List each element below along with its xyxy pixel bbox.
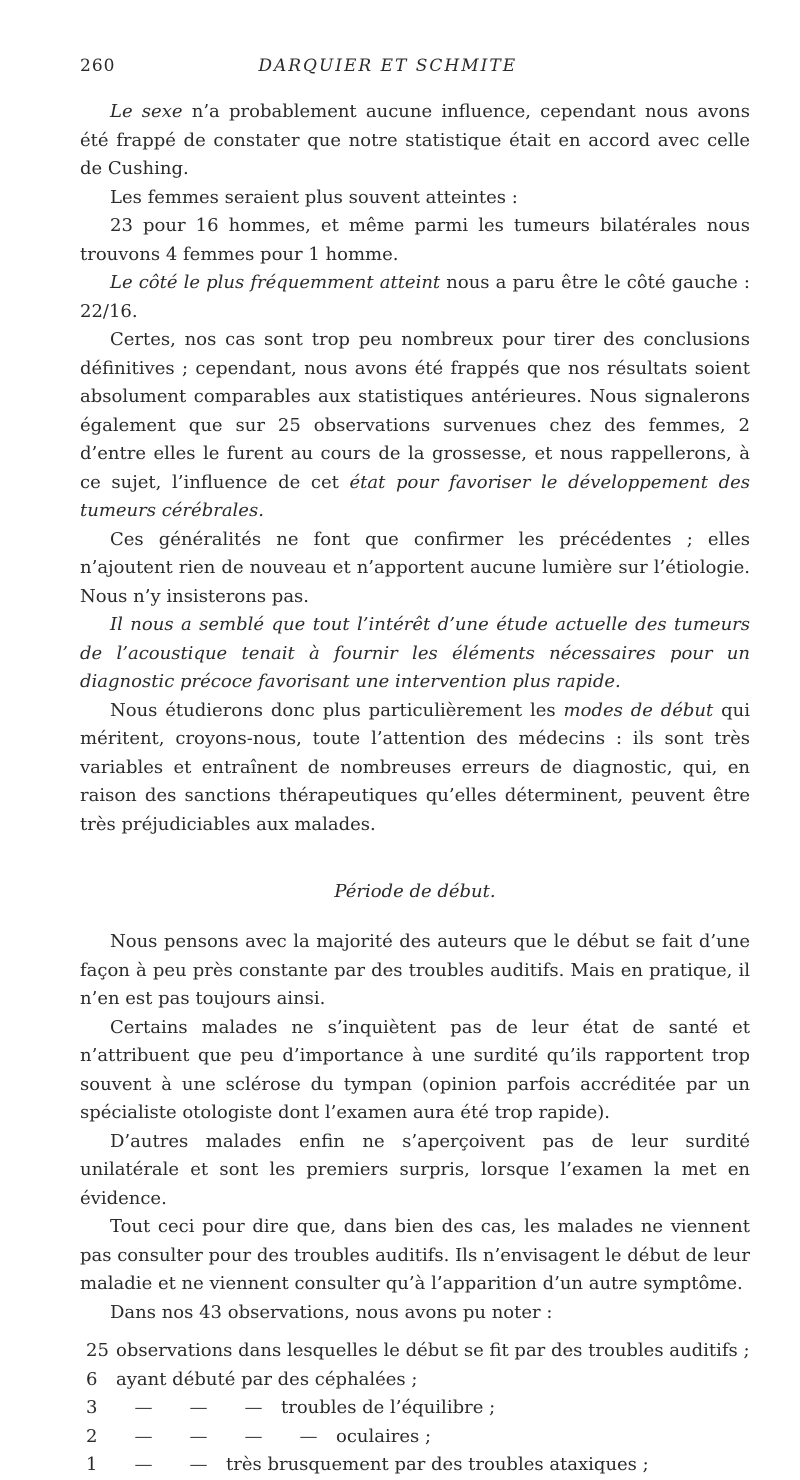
list-item: 3 — — — troubles de l’équilibre ; [86, 1397, 496, 1418]
paragraph-certes: Certes, nos cas sont trop peu nombreux pour tirer des conclusions définitives ; cependant, nous avons été frappés que nos résultats soient absolument comparables aux statistiques antérieures. Nous signalerons également que sur 25 observations survenues chez des femmes, 2 d’entre elles le furent au cours de la grossesse, et nous rappellerons, à ce sujet, l’influence de cet état pour favoriser le développement des tumeurs cérébrales. [80, 329, 750, 521]
paragraph-modes: Nous étudierons donc plus particulièrement les modes de début qui méritent, croyons-nous, toute l’attention des médecins : ils sont très variables et entraînent de nombreuses erreurs de diagnostic, qui, en raison des sanctions thérapeutiques qu’elles déterminent, peuvent être très préjudiciables aux malades. [80, 699, 750, 835]
list-item: 1 — — très brusquement par des troubles ataxiques ; [86, 1454, 649, 1475]
paragraph-women: Les femmes seraient plus souvent atteintes : [110, 186, 518, 208]
section-title: Période de début. [334, 881, 496, 902]
paragraph-autres: D’autres malades enfin ne s’aperçoivent pas de leur surdité unilatérale et sont les premiers surpris, lorsque l’examen la met en évidence. [80, 1130, 750, 1209]
list-item: 6 ayant débuté par des céphalées ; [86, 1368, 418, 1390]
page-header [80, 56, 750, 76]
paragraph-side: Le côté le plus fréquemment atteint nous a paru être le côté gauche : 22/16. [80, 272, 750, 322]
observations-list [80, 1337, 750, 1480]
list-item: 25 observations dans lesquelles le début se fit par des troubles auditifs ; [86, 1340, 750, 1361]
paragraph-certains: Certains malades ne s’inquiètent pas de leur état de santé et n’attribuent que peu d’importance à une surdité qu’ils rapportent trop souvent à une sclérose du tympan (opinion parfois accréditée par un spécialiste otologiste dont l’examen aura été trop rapide). [80, 1016, 750, 1123]
running-title: DARQUIER ET SCHMITE [258, 56, 518, 76]
paragraph-observations: Dans nos 43 observations, nous avons pu noter : [110, 1301, 553, 1323]
page-number: 260 [80, 56, 116, 76]
paragraph-generalites: Ces généralités ne font que confirmer les précédentes ; elles n’ajoutent rien de nouveau et n’apportent aucune lumière sur l’étiologie. Nous n’y insisterons pas. [80, 528, 750, 607]
paragraph-interet: Il nous a semblé que tout l’intérêt d’une étude actuelle des tumeurs de l’acoustique tenait à fournir les éléments nécessaires pour un diagnostic précoce favorisant une intervention plus rapide. [80, 614, 750, 692]
list-item: 2 — — — — oculaires ; [86, 1425, 432, 1447]
paragraph-tout: Tout ceci pour dire que, dans bien des cas, les malades ne viennent pas consulter pour des troubles auditifs. Ils n’envisagent le début de leur maladie et ne viennent consulter qu’à l’apparition d’un autre symptôme. [80, 1216, 750, 1294]
paragraph-debut: Nous pensons avec la majorité des auteurs que le début se fait d’une façon à peu près constante par des troubles auditifs. Mais en pratique, il n’en est pas toujours ainsi. [80, 931, 750, 1009]
paragraph-sex: Le sexe n’a probablement aucune influence, cependant nous avons été frappé de constater que notre statistique était en accord avec celle de Cushing. [80, 101, 750, 179]
paragraph-ratio: 23 pour 16 hommes, et même parmi les tumeurs bilatérales nous trouvons 4 femmes pour 1 homme. [80, 215, 750, 265]
